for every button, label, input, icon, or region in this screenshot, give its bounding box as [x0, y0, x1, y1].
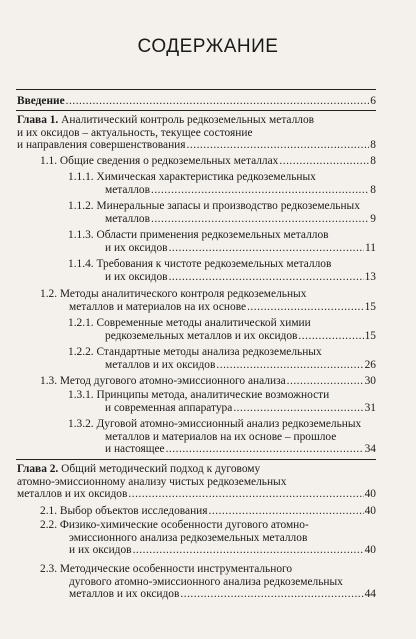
toc-line: 1.1.3. Области применения редкоземельных металлов	[68, 229, 329, 241]
dot-leader	[279, 155, 369, 168]
toc-line: 1.1.4. Требования к чистоте редкоземельных металлов	[68, 258, 332, 270]
toc-line: эмиссионного анализа редкоземельных металлов	[69, 531, 308, 544]
toc-line: металлов	[105, 212, 150, 225]
toc-line: металлов и материалов на их основе	[69, 300, 247, 313]
toc-line: 1.1. Общие сведения о редкоземельных металлах	[40, 155, 279, 167]
page-number: 44	[364, 588, 376, 601]
dot-leader	[180, 588, 363, 601]
toc-entry-chapter-1[interactable]	[17, 114, 376, 152]
dot-leader	[287, 375, 364, 388]
page-number: 8	[370, 155, 376, 167]
toc-line: и настоящее	[105, 443, 165, 456]
page-number: 6	[370, 95, 376, 107]
toc-line: атомно-эмиссионному анализу чистых редкоземельных	[17, 475, 287, 488]
page-number: 26	[364, 358, 376, 371]
chapter-label: Глава 1.	[17, 114, 59, 126]
toc-entry-1-2[interactable]	[40, 288, 376, 313]
dot-leader	[133, 544, 364, 557]
toc-entry-1-3[interactable]	[40, 375, 376, 388]
toc-line: металлов	[105, 183, 150, 196]
chapter-label: Глава 2.	[17, 463, 59, 475]
page-number: 15	[364, 329, 376, 342]
toc-line: и их оксидов	[105, 241, 168, 254]
dot-leader	[128, 488, 363, 501]
page-number: 9	[370, 212, 376, 225]
page-number: 40	[364, 488, 376, 501]
dot-leader	[233, 402, 363, 415]
toc-entry-2-3[interactable]	[40, 563, 376, 601]
toc-line: Аналитический контроль редкоземельных металлов	[61, 114, 315, 126]
dot-leader	[66, 95, 370, 108]
toc-line: 1.3.2. Дуговой атомно-эмиссионный анализ редкоземельных	[68, 418, 362, 430]
dot-leader	[169, 242, 364, 255]
toc-line: и их оксидов	[105, 270, 168, 283]
toc-entry-1-1-2[interactable]	[68, 200, 376, 225]
page-number: 30	[364, 375, 376, 387]
dot-leader	[166, 443, 364, 456]
page-number: 8	[370, 139, 376, 152]
toc-entry-1-2-1[interactable]	[68, 317, 376, 342]
toc-entry-1-1-1[interactable]	[68, 171, 376, 196]
toc-line: металлов и их оксидов	[17, 488, 128, 501]
toc-line: 1.2.2. Стандартные методы анализа редкоземельных	[68, 346, 322, 358]
toc-entry-1-1-3[interactable]	[68, 229, 376, 254]
toc-line: дугового атомно-эмиссионного анализа редкоземельных	[69, 575, 343, 588]
toc-entry-2-2[interactable]	[40, 519, 376, 557]
toc-line: металлов и их оксидов	[69, 588, 180, 601]
toc-line: металлов и их оксидов	[105, 358, 216, 371]
page-number: 31	[364, 401, 376, 414]
toc-entry-1-2-2[interactable]	[68, 346, 376, 371]
toc-intro-label: Введение	[17, 95, 65, 107]
dot-leader	[151, 213, 369, 226]
page-number: 15	[364, 300, 376, 313]
toc-entry-2-1[interactable]	[40, 505, 376, 518]
toc-line: 2.1. Выбор объектов исследования	[40, 505, 208, 517]
toc-entry-intro[interactable]	[17, 95, 376, 108]
toc-line: 1.2. Методы аналитического контроля редкоземельных	[40, 288, 307, 300]
toc-line: и направления совершенствования	[17, 139, 186, 152]
toc-line: редкоземельных металлов и их оксидов	[105, 329, 298, 342]
toc-entry-1-3-1[interactable]	[68, 389, 376, 414]
intro-divider	[16, 110, 376, 111]
toc-line: металлов и материалов на их основе – прошлое	[105, 430, 337, 443]
page-number: 34	[364, 443, 376, 456]
toc-line: 1.3. Метод дугового атомно-эмиссионного анализа	[40, 375, 286, 387]
toc-line: 1.1.2. Минеральные запасы и производство редкоземельных	[68, 200, 360, 212]
toc-line: 2.2. Физико-химические особенности дугового атомно-	[40, 519, 309, 531]
toc-line: и их оксидов	[69, 544, 132, 557]
page-number: 11	[365, 241, 376, 254]
page-number: 13	[364, 270, 376, 283]
chapter-divider	[16, 459, 376, 460]
toc-entry-1-3-2[interactable]	[68, 418, 376, 456]
toc-line: Общий методический подход к дуговому	[61, 463, 261, 475]
toc-line: и современная аппаратура	[105, 401, 233, 414]
toc-entry-1-1-4[interactable]	[68, 258, 376, 283]
dot-leader	[151, 184, 369, 197]
page-number: 8	[370, 183, 376, 196]
toc-line: и их оксидов – актуальность, текущее состояние	[17, 126, 253, 139]
page-number: 40	[364, 505, 376, 517]
dot-leader	[209, 505, 364, 518]
page-title: СОДЕРЖАНИЕ	[137, 36, 279, 57]
dot-leader	[247, 301, 364, 314]
page-number: 40	[364, 544, 376, 557]
dot-leader	[216, 359, 363, 372]
top-divider	[16, 89, 376, 90]
toc-line: 1.2.1. Современные методы аналитической химии	[68, 317, 311, 329]
toc-entry-chapter-2[interactable]	[17, 463, 376, 501]
toc-line: 1.3.1. Принципы метода, аналитические возможности	[68, 389, 330, 401]
toc-entry-1-1[interactable]	[40, 155, 376, 168]
dot-leader	[169, 271, 364, 284]
dot-leader	[187, 139, 370, 152]
dot-leader	[298, 330, 363, 343]
toc-line: 2.3. Методические особенности инструментального	[40, 563, 293, 575]
toc-line: 1.1.1. Химическая характеристика редкоземельных	[68, 171, 316, 183]
